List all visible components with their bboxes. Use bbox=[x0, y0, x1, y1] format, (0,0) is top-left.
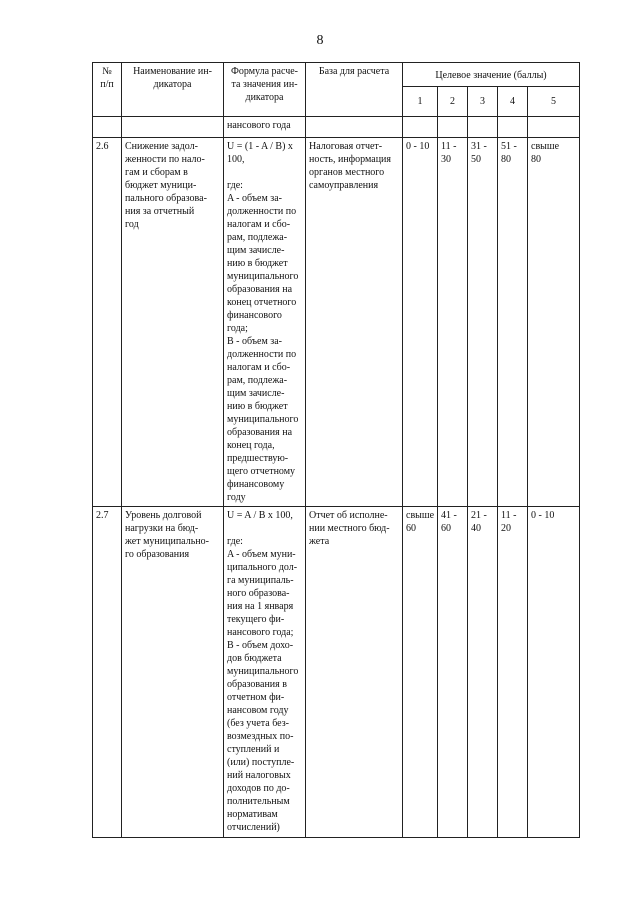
continuation-text: нансового года bbox=[224, 117, 306, 138]
indicator-formula: U = (1 - A / B) x 100, где: A - объем за- долженности по налогам и сбо- рам, подлежа- щим зачисле- нию в бюджет муниципального образования на конец отчетного финансового года; B - объем за- долженности по налогам и сбо- рам, подлежа- щим зачисле- нию в бюджет муниципального образования на конец года, предшествую- щего отчетному финансовому году bbox=[224, 138, 306, 507]
header-point-5: 5 bbox=[528, 87, 580, 117]
indicator-base: Налоговая отчет- ность, информация органов местного самоуправления bbox=[306, 138, 403, 507]
continuation-row bbox=[93, 117, 580, 138]
score-3: 21 - 40 bbox=[468, 507, 498, 838]
header-point-4: 4 bbox=[498, 87, 528, 117]
table-row bbox=[93, 507, 580, 838]
header-point-2: 2 bbox=[438, 87, 468, 117]
page-number: 8 bbox=[316, 33, 324, 48]
indicator-base: Отчет об исполне- нии местного бюд- жета bbox=[306, 507, 403, 838]
score-3: 31 - 50 bbox=[468, 138, 498, 507]
score-1: 0 - 10 bbox=[403, 138, 438, 507]
score-5: 0 - 10 bbox=[528, 507, 580, 838]
header-num: № п/п bbox=[93, 63, 122, 117]
header-point-3: 3 bbox=[468, 87, 498, 117]
score-1: свыше 60 bbox=[403, 507, 438, 838]
indicator-name: Уровень долговой нагрузки на бюд- жет муниципально- го образования bbox=[122, 507, 224, 838]
header-base: База для расчета bbox=[306, 63, 403, 117]
header-target: Целевое значение (баллы) bbox=[403, 63, 580, 87]
row-number: 2.6 bbox=[93, 138, 122, 507]
indicator-formula: U = A / B x 100, где: A - объем муни- ципального дол- га муниципаль- ного образова- ния на 1 января текущего фи- нансового года; B - объем дохо- дов бюджета муниципального образования в отчетном фи- нансовом году (без учета без- возмездных по- ступлений и (или) поступле- ний налоговых доходов по до- полнительным нормативам отчислений) bbox=[224, 507, 306, 838]
row-number: 2.7 bbox=[93, 507, 122, 838]
score-2: 41 - 60 bbox=[438, 507, 468, 838]
score-2: 11 - 30 bbox=[438, 138, 468, 507]
score-4: 11 - 20 bbox=[498, 507, 528, 838]
score-4: 51 - 80 bbox=[498, 138, 528, 507]
header-row bbox=[93, 63, 580, 87]
header-name: Наименование ин- дикатора bbox=[122, 63, 224, 117]
indicator-table bbox=[92, 62, 580, 838]
header-formula: Формула расче- та значения ин- дикатора bbox=[224, 63, 306, 117]
score-5: свыше 80 bbox=[528, 138, 580, 507]
indicator-name: Снижение задол- женности по нало- гам и сборам в бюджет муници- пального образова- ния за отчетный год bbox=[122, 138, 224, 507]
table-row bbox=[93, 138, 580, 507]
header-point-1: 1 bbox=[403, 87, 438, 117]
